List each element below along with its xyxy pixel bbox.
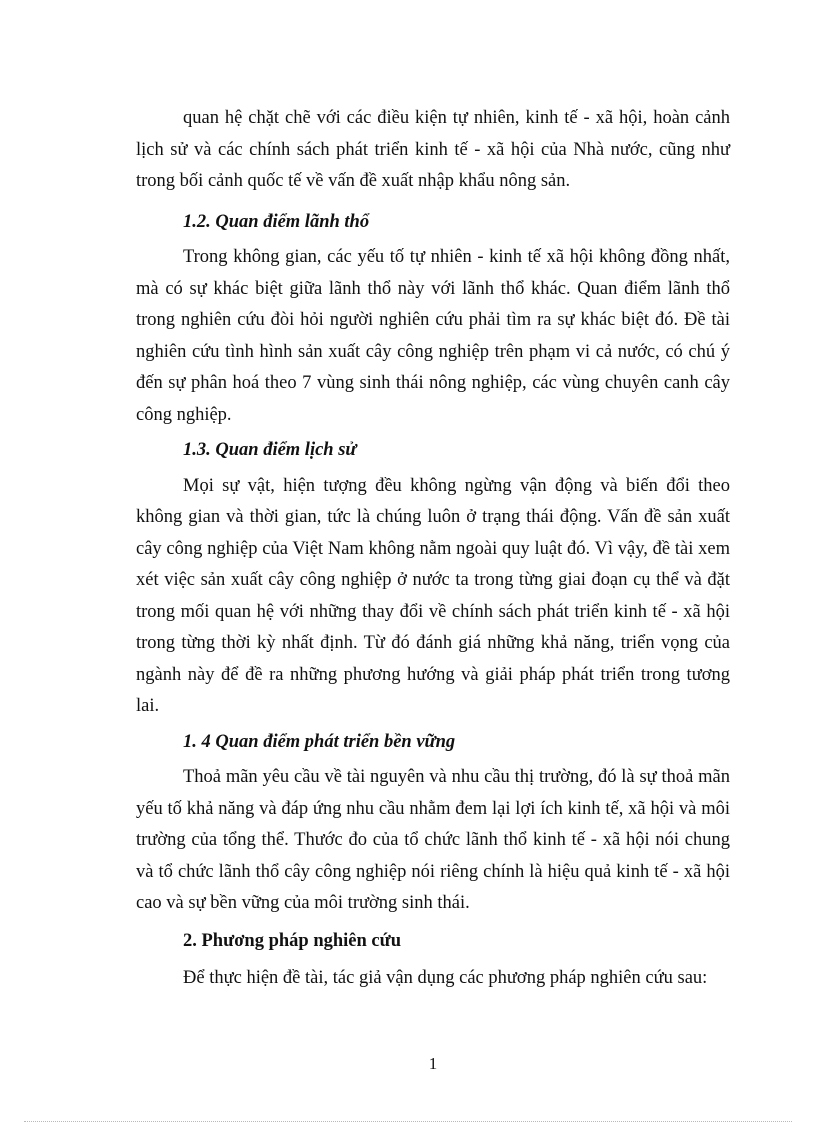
page-number: 1	[428, 1054, 438, 1073]
section-heading-history: 1.3. Quan điểm lịch sử	[183, 440, 357, 460]
section-heading-methods: 2. Phương pháp nghiên cứu	[183, 930, 402, 951]
spacer	[136, 198, 730, 207]
section-heading-sustainability: 1. 4 Quan điểm phát triển bền vững	[183, 731, 456, 752]
intro-paragraph: quan hệ chặt chẽ với các điều kiện tự nhiên, kinh tế - xã hội, hoàn cảnh lịch sử và các chính sách phát triển kinh tế - xã hội của Nhà nước, cũng như trong bối cảnh quốc tế về vấn đề xuất nhập khẩu nông sản.	[136, 108, 730, 191]
history-paragraph: Mọi sự vật, hiện tượng đều không ngừng vận động và biến đổi theo không gian và thời gian, tức là chúng luôn ở trạng thái động. Vấn đề sản xuất cây công nghiệp của Việt Nam không nằm ngoài quy luật đó. Vì vậy, đề tài xem xét việc sản xuất cây công nghiệp ở nước ta trong từng giai đoạn cụ thể và đặt trong mối quan hệ với những thay đổi về chính sách phát triển kinh tế - xã hội trong từng thời kỳ nhất định. Từ đó đánh giá những khả năng, triển vọng của ngành này để đề ra những phương hướng và giải pháp phát triển trong tương lai.	[136, 475, 730, 716]
document-body	[136, 103, 730, 995]
sustainability-paragraph: Thoả mãn yêu cầu về tài nguyên và nhu cầu thị trường, đó là sự thoả mãn yếu tố khả năng và đáp ứng nhu cầu nhằm đem lại lợi ích kinh tế, xã hội và môi trường của tổng thể. Thước đo của tổ chức lãnh thổ kinh tế - xã hội nói chung và tổ chức lãnh thổ cây công nghiệp nói riêng chính là hiệu quả kinh tế - xã hội cao và sự bền vững của môi trường sinh thái.	[136, 767, 730, 913]
section-heading-territory: 1.2. Quan điểm lãnh thổ	[183, 211, 370, 232]
page-bottom-divider	[24, 1121, 792, 1122]
methods-paragraph: Để thực hiện đề tài, tác giả vận dụng các phương pháp nghiên cứu sau:	[183, 968, 708, 988]
territory-paragraph: Trong không gian, các yếu tố tự nhiên - kinh tế xã hội không đồng nhất, mà có sự khác biệt giữa lãnh thổ này với lãnh thổ khác. Quan điểm lãnh thổ trong nghiên cứu đòi hỏi người nghiên cứu phải tìm ra sự khác biệt đó. Đề tài nghiên cứu tình hình sản xuất cây công nghiệp trên phạm vi cả nước, có chú ý đến sự phân hoá theo 7 vùng sinh thái nông nghiệp, các vùng chuyên canh cây công nghiệp.	[136, 247, 730, 425]
